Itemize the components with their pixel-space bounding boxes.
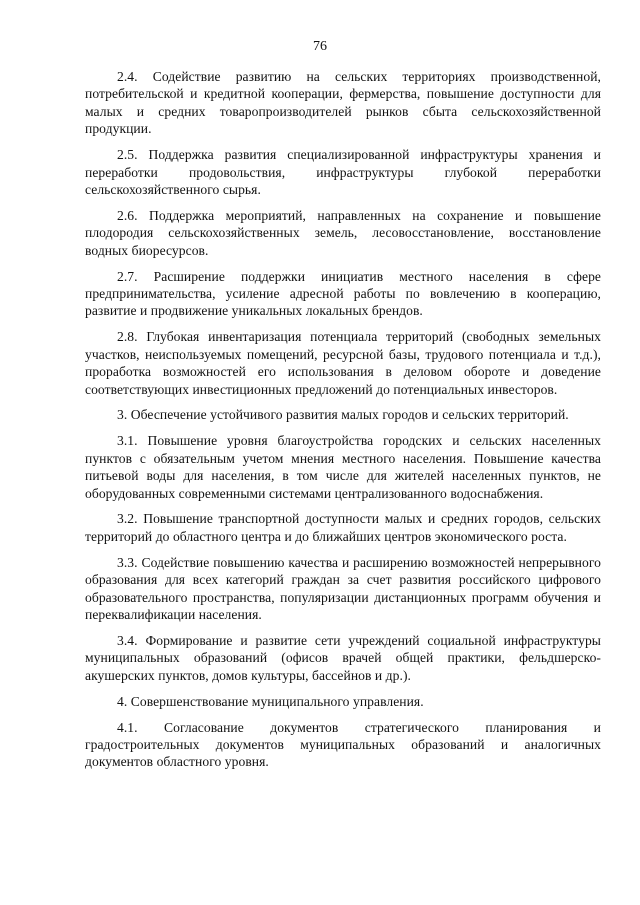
- paragraph-2-7: 2.7. Расширение поддержки инициатив местного населения в сфере предпринимательства, усиление адресной работы по вовлечению в кооперацию, развитие и продвижение уникальных локальных брендов.: [85, 268, 601, 319]
- paragraph-3-1: 3.1. Повышение уровня благоустройства городских и сельских населенных пунктов с обязательным учетом мнения местного населения. Повышение качества питьевой воды для населения, в том числе для жителей населенных пунктов, не оборудованных современными системами централизованного водоснабжения.: [85, 433, 601, 501]
- section-heading-3: 3. Обеспечение устойчивого развития малых городов и сельских территорий.: [117, 407, 569, 423]
- document-body: [85, 68, 601, 779]
- paragraph-3-3: 3.3. Содействие повышению качества и расширению возможностей непрерывного образования для всех категорий граждан за счет развития российского цифрового образовательного пространства, популяризации дистанционных программ обучения и переквалификации населения.: [85, 554, 601, 622]
- paragraph-3-4: 3.4. Формирование и развитие сети учреждений социальной инфраструктуры муниципальных образований (офисов врачей общей практики, фельдшерско-акушерских пунктов, домов культуры, бассейнов и др.).: [85, 632, 601, 683]
- page-number: 76: [313, 39, 327, 54]
- section-heading-4: 4. Совершенствование муниципального управления.: [117, 693, 424, 709]
- paragraph-2-6: 2.6. Поддержка мероприятий, направленных на сохранение и повышение плодородия сельскохозяйственных земель, лесовосстановление, восстановление водных биоресурсов.: [85, 207, 601, 258]
- paragraph-2-4: 2.4. Содействие развитию на сельских территориях производственной, потребительской и кредитной кооперации, фермерства, повышение доступности для малых и средних товаропроизводителей рынков сбыта сельскохозяйственной продукции.: [85, 69, 601, 137]
- paragraph-4-1: 4.1. Согласование документов стратегического планирования и градостроительных документов муниципальных образований и аналогичных документов областного уровня.: [85, 719, 601, 770]
- paragraph-2-5: 2.5. Поддержка развития специализированной инфраструктуры хранения и переработки продовольствия, инфраструктуры глубокой переработки сельскохозяйственного сырья.: [85, 147, 601, 197]
- paragraph-3-2: 3.2. Повышение транспортной доступности малых и средних городов, сельских территорий до областного центра и до ближайших центров экономического роста.: [85, 511, 601, 544]
- paragraph-2-8: 2.8. Глубокая инвентаризация потенциала территорий (свободных земельных участков, неиспользуемых помещений, ресурсной базы, трудового потенциала и т.д.), проработка возможностей его использования в деловом обороте и доведение соответствующих инвестиционных предложений до потенциальных инвесторов.: [85, 329, 601, 397]
